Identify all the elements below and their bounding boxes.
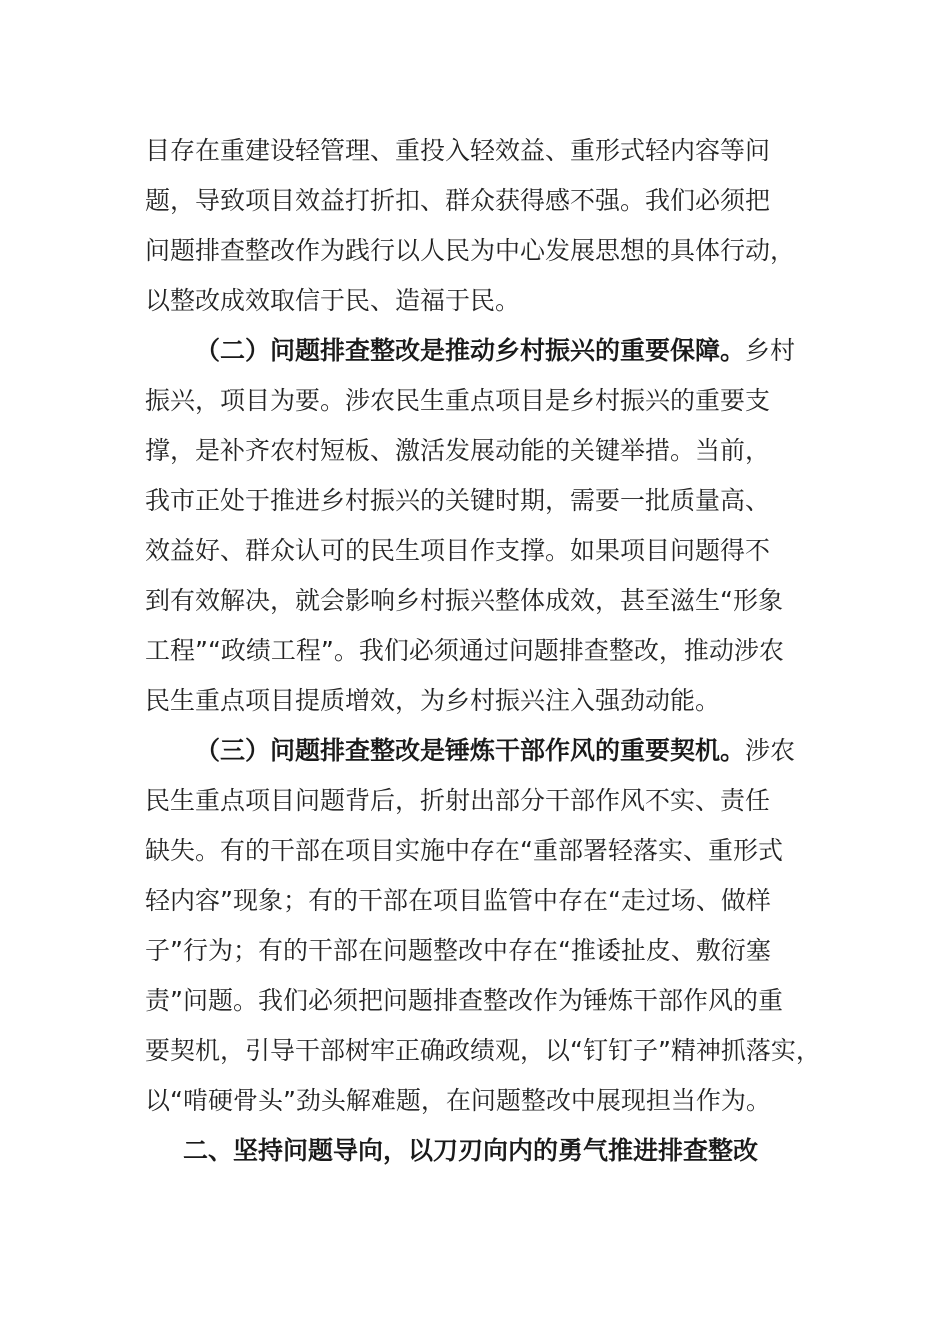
paragraph-line: 民生重点项目问题背后，折射出部分干部作风不实、责任: [145, 786, 771, 815]
paragraph-line: 我市正处于推进乡村振兴的关键时期，需要一批质量高、: [145, 486, 771, 515]
paragraph-line: 到有效解决，就会影响乡村振兴整体成效，甚至滋生“形象: [145, 586, 783, 615]
section-3-first-line-text: 涉农: [745, 736, 796, 765]
section-heading: 二、坚持问题导向，以刀刃向内的勇气推进排查整改: [183, 1136, 759, 1165]
paragraph-line: 子”行为；有的干部在问题整改中存在“推诿扯皮、敷衍塞: [145, 936, 771, 965]
paragraph-line: 要契机，引导干部树牢正确政绩观，以“钉钉子”精神抓落实，: [145, 1036, 821, 1065]
paragraph-line: 效益好、群众认可的民生项目作支撑。如果项目问题得不: [145, 536, 771, 565]
paragraph-line: 民生重点项目提质增效，为乡村振兴注入强劲动能。: [145, 686, 721, 715]
section-3-first-line: [195, 726, 795, 776]
section-2-heading: （二）问题排查整改是推动乡村振兴的重要保障。: [195, 336, 746, 365]
paragraph-line: 工程”“政绩工程”。我们必须通过问题排查整改，推动涉农: [145, 636, 784, 665]
paragraph-line: 振兴，项目为要。涉农民生重点项目是乡村振兴的重要支: [145, 386, 771, 415]
paragraph-line: 以“啃硬骨头”劲头解难题，在问题整改中展现担当作为。: [145, 1086, 771, 1115]
paragraph-line: 题，导致项目效益打折扣、群众获得感不强。我们必须把: [145, 186, 771, 215]
section-2-first-line-text: 乡村: [745, 336, 796, 365]
paragraph-line: 以整改成效取信于民、造福于民。: [145, 286, 521, 315]
paragraph-line: 撑，是补齐农村短板、激活发展动能的关键举措。当前，: [145, 436, 771, 465]
section-3-heading: （三）问题排查整改是锤炼干部作风的重要契机。: [195, 736, 746, 765]
paragraph-line: 轻内容”现象；有的干部在项目监管中存在“走过场、做样: [145, 886, 771, 915]
paragraph-line: 目存在重建设轻管理、重投入轻效益、重形式轻内容等问: [145, 136, 771, 165]
section-2-first-line: [195, 326, 795, 376]
paragraph-line: 问题排查整改作为践行以人民为中心发展思想的具体行动，: [145, 236, 796, 265]
paragraph-line: 缺失。有的干部在项目实施中存在“重部署轻落实、重形式: [145, 836, 783, 865]
paragraph-line: 责”问题。我们必须把问题排查整改作为锤炼干部作风的重: [145, 986, 783, 1015]
